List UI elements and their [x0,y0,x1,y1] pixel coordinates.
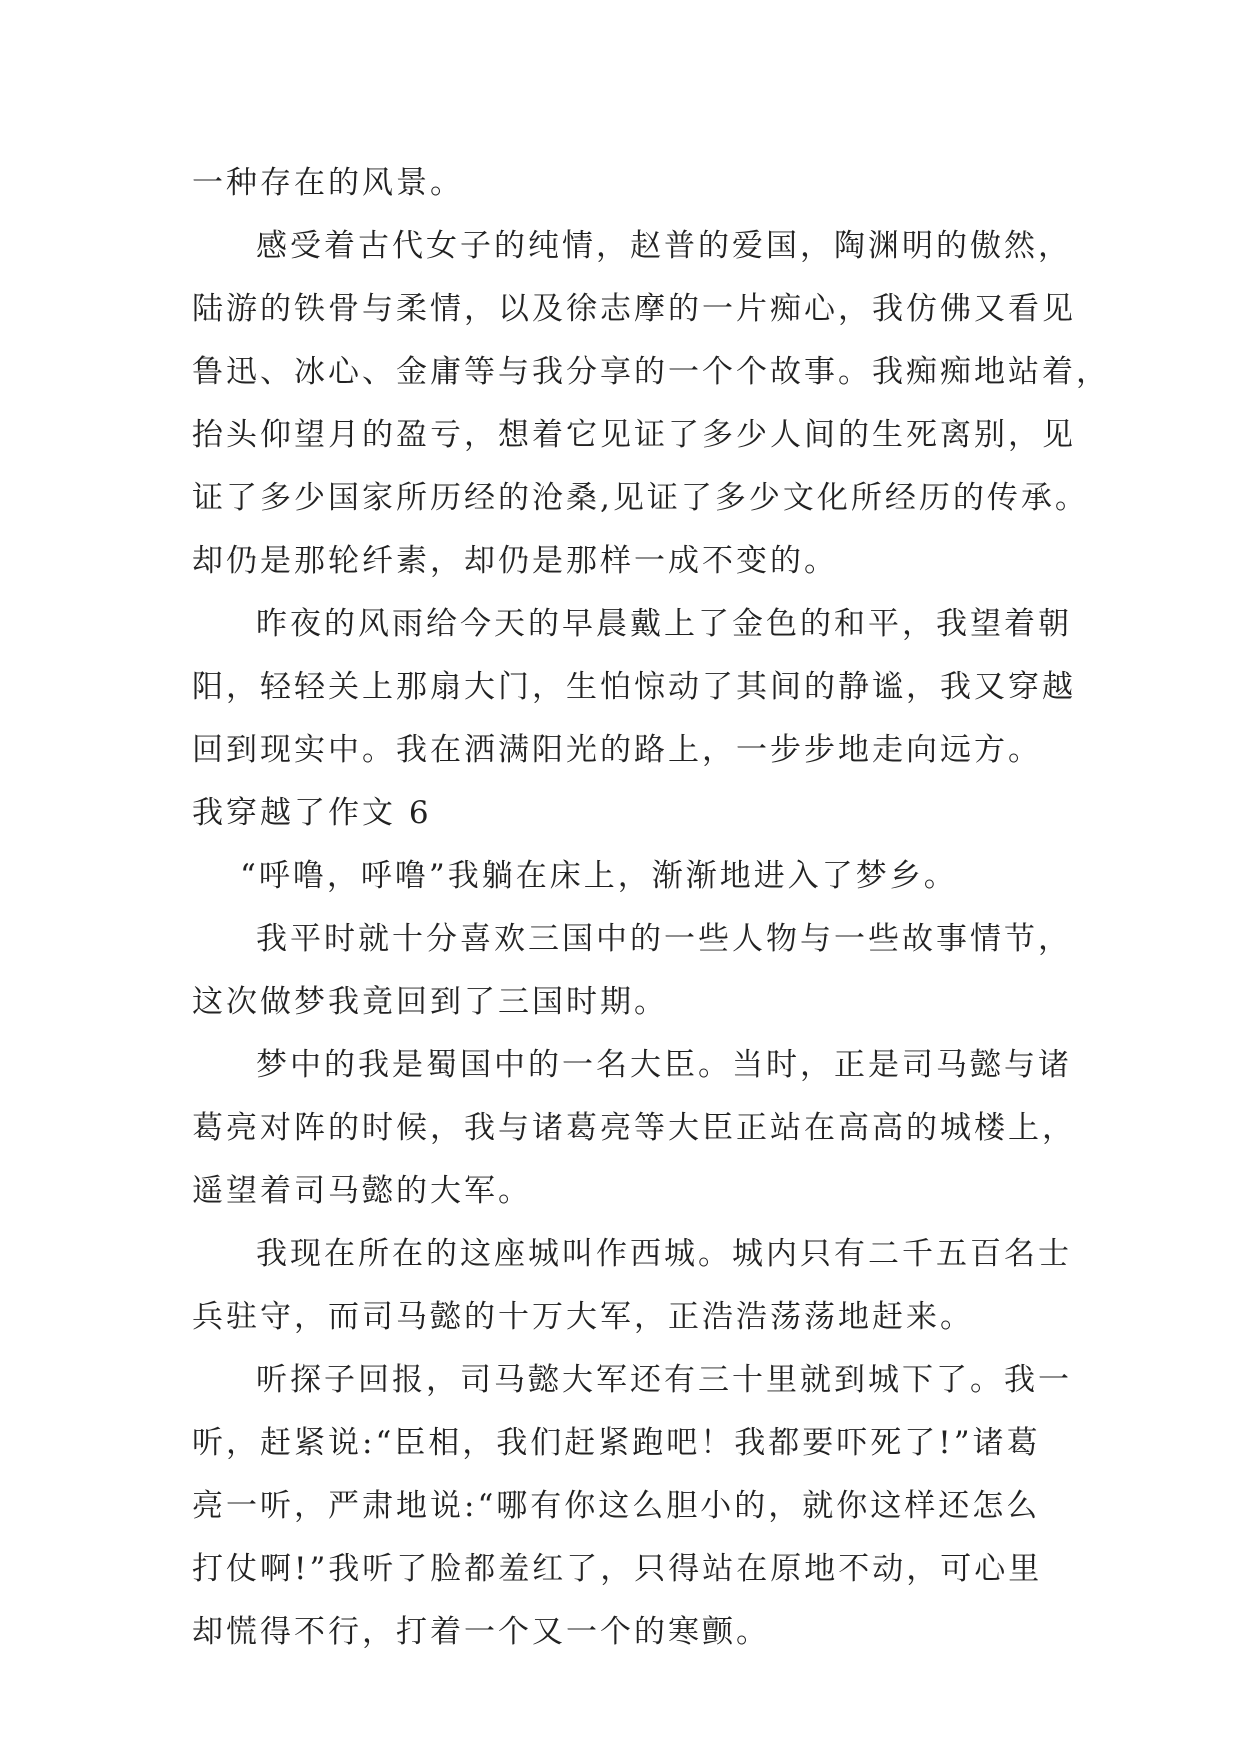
text-line: 听，赶紧说:“臣相，我们赶紧跑吧！我都要吓死了!”诸葛 [192,1425,1041,1461]
article-body [192,152,1110,1664]
text-line: 抬头仰望月的盈亏，想着它见证了多少人间的生死离别，见 [192,417,1076,453]
paragraph-start: 我平时就十分喜欢三国中的一些人物与一些故事情节， [256,921,1072,957]
text-line: 葛亮对阵的时候，我与诸葛亮等大臣正站在高高的城楼上， [192,1110,1076,1146]
text-line: 却慌得不行，打着一个又一个的寒颤。 [192,1614,770,1650]
text-line: 证了多少国家所历经的沧桑,见证了多少文化所经历的传承。 [192,480,1089,516]
text-line: 阳，轻轻关上那扇大门，生怕惊动了其间的静谧，我又穿越 [192,669,1076,705]
text-line: 遥望着司马懿的大军。 [192,1173,532,1209]
section-title: 我穿越了作文 6 [192,795,432,831]
paragraph-start: 听探子回报，司马懿大军还有三十里就到城下了。我一 [256,1362,1072,1398]
paragraph-start: 感受着古代女子的纯情，赵普的爱国，陶渊明的傲然， [256,228,1072,264]
text-line: 却仍是那轮纤素，却仍是那样一成不变的。 [192,543,838,579]
text-line: 回到现实中。我在洒满阳光的路上，一步步地走向远方。 [192,732,1042,768]
text-line: 一种存在的风景。 [192,165,464,201]
paragraph-start: 昨夜的风雨给今天的早晨戴上了金色的和平，我望着朝 [256,606,1072,642]
text-line: 打仗啊!”我听了脸都羞红了，只得站在原地不动，可心里 [192,1551,1043,1587]
paragraph-start: “呼噜，呼噜”我躺在床上，渐渐地进入了梦乡。 [240,858,958,894]
text-line: 鲁迅、冰心、金庸等与我分享的一个个故事。我痴痴地站着， [192,354,1110,390]
paragraph-start: 梦中的我是蜀国中的一名大臣。当时，正是司马懿与诸 [256,1047,1072,1083]
text-line: 兵驻守，而司马懿的十万大军，正浩浩荡荡地赶来。 [192,1299,974,1335]
text-line: 这次做梦我竟回到了三国时期。 [192,984,668,1020]
paragraph-start: 我现在所在的这座城叫作西城。城内只有二千五百名士 [256,1236,1072,1272]
text-line: 陆游的铁骨与柔情，以及徐志摩的一片痴心，我仿佛又看见 [192,291,1076,327]
text-line: 亮一听，严肃地说:“哪有你这么胆小的，就你这样还怎么 [192,1488,1041,1524]
